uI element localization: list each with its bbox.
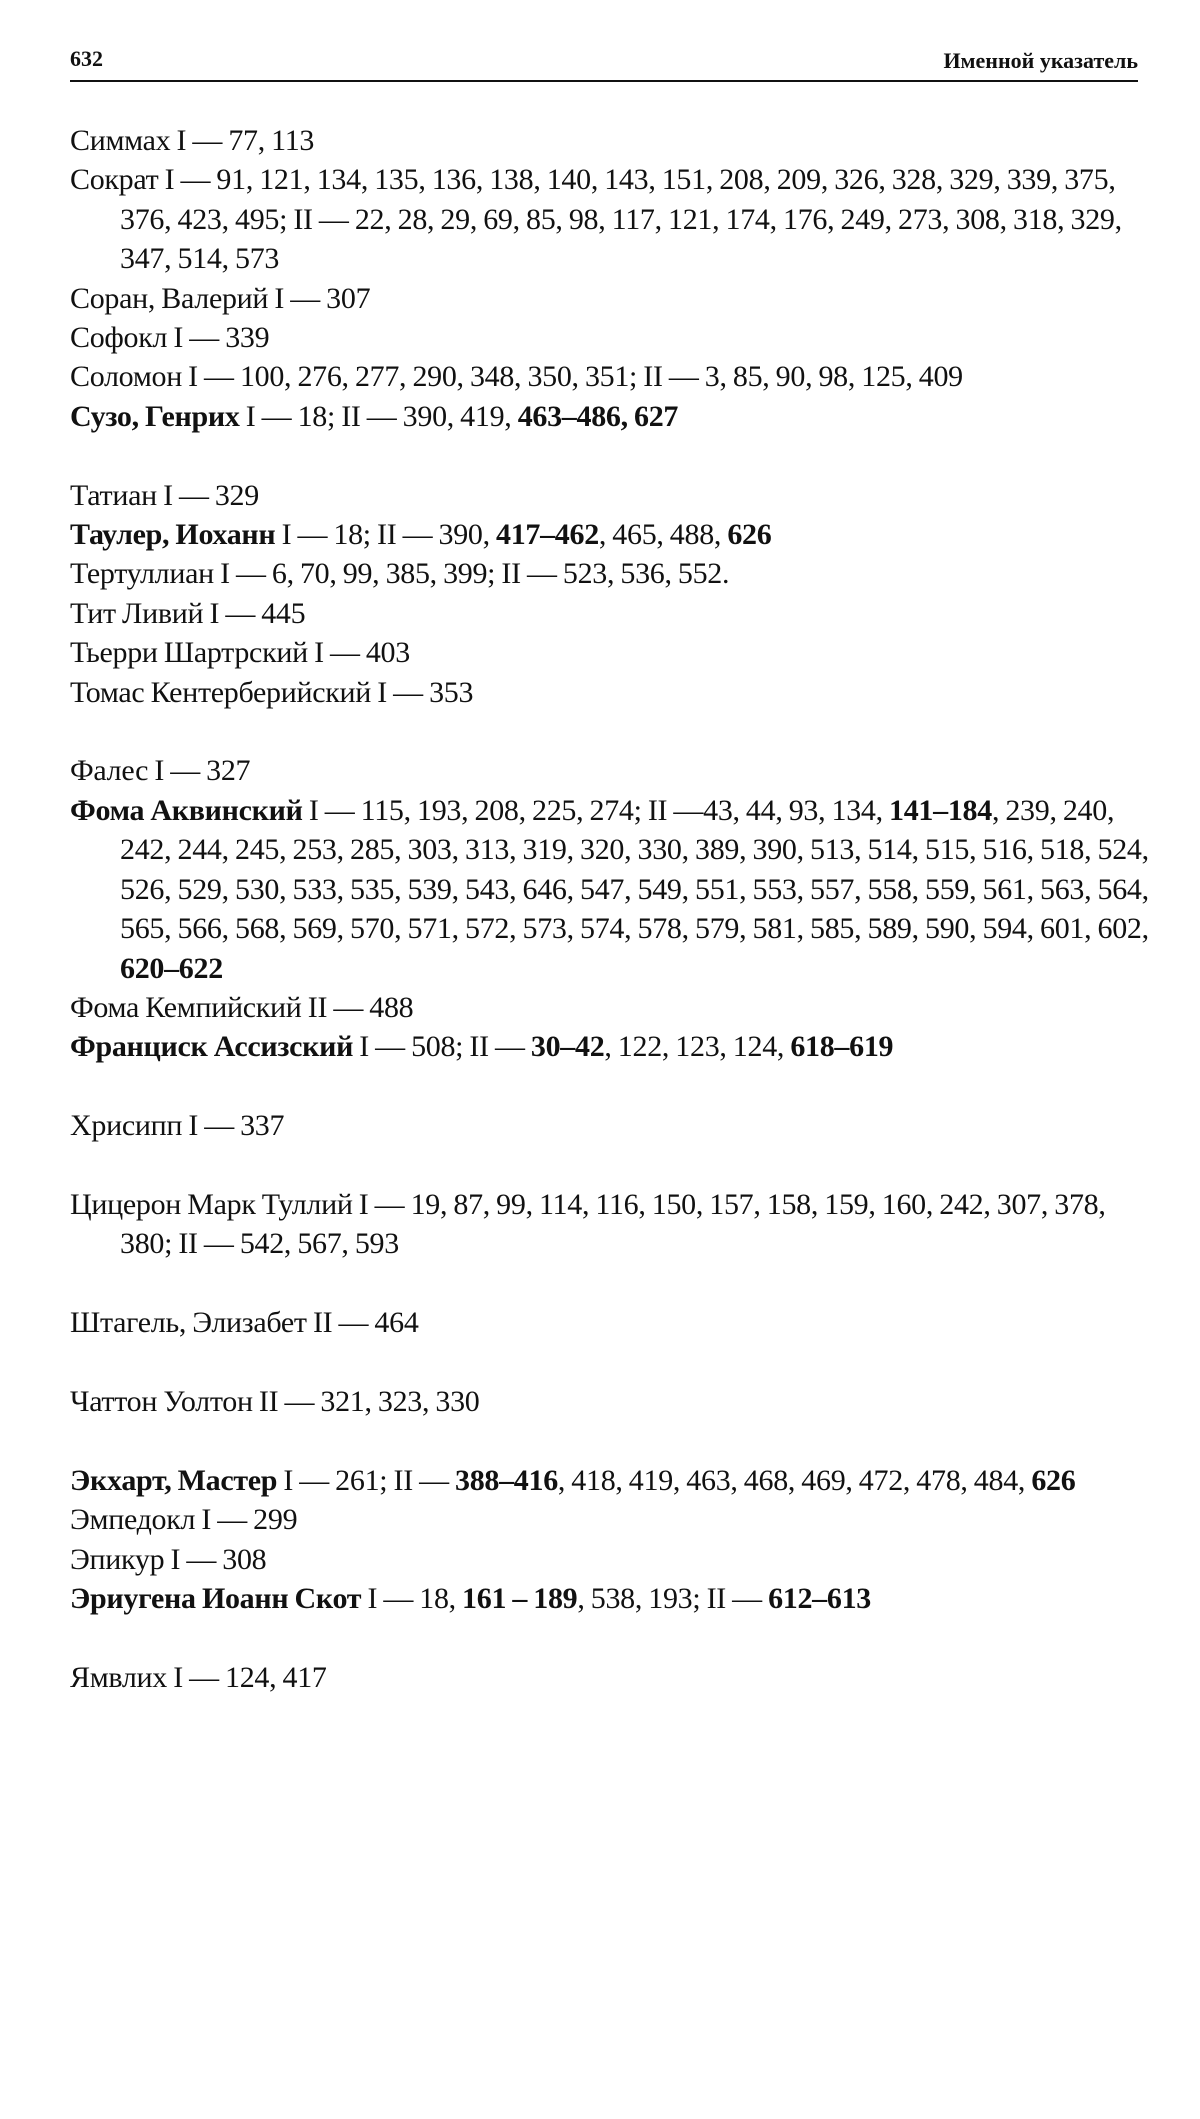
index-entry [70,1303,1150,1342]
entry-refs: I — 327 [154,754,251,788]
entry-refs: I — 445 [209,596,306,630]
entry-refs: I — 19, 87, 99, 114, 116, 150, 157, 158, 159, 160, 242, 307, 378, 380; II — 542, 567, 593 [120,1187,1106,1261]
index-entry [70,988,1150,1027]
index-entry [70,751,1150,790]
entry-name: Цицерон Марк Туллий [70,1187,353,1221]
entry-refs: I — 299 [201,1503,298,1537]
entry-name: Эпикур [70,1542,165,1576]
entry-refs: I — 337 [188,1109,285,1143]
index-entry-main [70,791,1150,988]
entry-main-refs: 30–42 [530,1030,605,1064]
entry-refs: I — 6, 70, 99, 385, 399; II — 523, 536, 552. [220,557,730,591]
entry-name: Фома Аквинский [70,793,303,827]
entry-refs: , 239, 240, 242, 244, 245, 253, 285, 303, 313, 319, 320, 330, 389, 390, 513, 514, 515, 516, 518, 524, 526, 529, 530, 533, 535, 539, 543, 646, 547, 549, 551, 553, 557, 558, 559, 561, 563, 564, 565, 566, 568, 569, 570, 571, 572, 573, 574, 578, 579, 581, 585, 589, 590, 594, 601, 602, [120,793,1149,946]
entry-refs: , 538, 193; II — [577,1581,769,1615]
entry-name: Софокл [70,321,168,355]
entry-name: Симмах [70,124,171,157]
letter-group-gap [70,1067,1150,1106]
entry-name: Сузо, Генрих [70,399,240,433]
header-rule [70,80,1138,82]
entry-name: Эриугена Иоанн Скот [70,1581,362,1615]
entry-name: Соран, Валерий [70,281,269,315]
entry-name: Тит Ливий [70,596,204,630]
index-entry [70,1382,1150,1421]
entry-main-refs: 161 – 189 [462,1581,578,1615]
entry-name: Томас Кентерберийский [70,675,372,709]
entry-refs: I — 18; II — 390, 419, [245,399,518,433]
index-entry [70,1540,1150,1579]
entry-refs: I — 353 [377,675,474,709]
entry-refs: I — 308 [170,1542,267,1576]
name-index [70,121,1150,1697]
index-entry [70,1500,1150,1539]
entry-name: Тьерри Шартрский [70,636,308,670]
entry-refs: I — 18; II — 390, [281,518,496,552]
index-entry [70,594,1150,633]
entry-refs: I — 403 [314,636,410,670]
index-entry [70,357,1150,396]
entry-name: Фалес [70,754,149,788]
entry-main-refs: 618–619 [790,1030,894,1064]
entry-refs: I — 329 [163,478,259,512]
entry-main-refs: 463–486, 627 [517,399,679,433]
entry-name: Хрисипп [70,1109,183,1143]
index-entry [70,318,1150,357]
entry-name: Фома Кемпийский [70,990,302,1024]
index-entry [70,1658,1150,1697]
entry-name: Франциск Ассизский [70,1030,354,1064]
entry-main-refs: 620–622 [120,951,223,985]
entry-refs: I — 91, 121, 134, 135, 136, 138, 140, 143, 151, 208, 209, 326, 328, 329, 339, 375, 376, 423, 495; II — 22, 28, 29, 69, 85, 98, 117, 121, 174, 176, 249, 273, 308, 318, 329, 347, 514, 573 [120,163,1122,276]
letter-group-gap [70,1618,1150,1657]
letter-group-gap [70,1264,1150,1303]
page-header [70,46,1138,86]
index-entry [70,279,1150,318]
entry-main-refs: 141–184 [889,793,992,827]
entry-main-refs: 417–462 [496,518,599,552]
entry-name: Соломон [70,360,182,394]
entry-main-refs: 388–416 [455,1463,558,1497]
index-entry-main [70,1027,1150,1066]
letter-group-gap [70,1343,1150,1382]
entry-name: Таулер, Иоханн [70,518,276,552]
entry-refs: I — 18, [367,1581,463,1615]
page-number: 632 [70,46,103,71]
entry-main-refs: 626 [727,518,772,552]
entry-refs: I — 307 [274,281,371,315]
index-entry [70,1106,1150,1145]
letter-group-gap [70,712,1150,751]
index-entry [70,160,1150,278]
entry-name: Эмпедокл [70,1503,196,1537]
entry-name: Сократ [70,163,159,197]
entry-refs: , 465, 488, [598,518,728,552]
index-entry [70,1185,1150,1264]
index-entry [70,476,1150,515]
entry-refs: , 122, 123, 124, [604,1030,791,1064]
index-entry-main [70,397,1150,436]
entry-main-refs: 612–613 [768,1581,871,1615]
entry-refs: II — 464 [312,1306,419,1340]
entry-refs: I — 261; II — [283,1463,455,1497]
letter-group-gap [70,1146,1150,1185]
entry-refs: II — 321, 323, 330 [258,1384,480,1418]
entry-refs: I — 115, 193, 208, 225, 274; II —43, 44, 93, 134, [308,793,890,827]
index-entry [70,121,1150,160]
entry-refs: I — 508; II — [359,1030,531,1064]
entry-refs: , 418, 419, 463, 468, 469, 472, 478, 484, [557,1463,1032,1497]
index-entry-main [70,1579,1150,1618]
index-entry [70,554,1150,593]
entry-refs: I — 124, 417 [173,1660,327,1694]
index-entry [70,673,1150,712]
entry-name: Татиан [70,478,157,512]
index-entry-main [70,1461,1150,1500]
entry-refs: I — 77, 113 [176,124,315,157]
letter-group-gap [70,1421,1150,1460]
entry-refs: I — 339 [173,321,270,355]
entry-name: Чаттон Уолтон [70,1384,253,1418]
index-entry-main [70,515,1150,554]
entry-name: Ямвлих [70,1660,167,1694]
letter-group-gap [70,436,1150,475]
entry-refs: I — 100, 276, 277, 290, 348, 350, 351; II — 3, 85, 90, 98, 125, 409 [188,360,963,394]
entry-name: Тертуллиан [70,557,214,591]
entry-main-refs: 626 [1031,1463,1076,1497]
entry-name: Экхарт, Мастер [70,1463,278,1497]
entry-refs: II — 488 [307,990,414,1024]
index-entry [70,633,1150,672]
running-head: Именной указатель [943,48,1138,73]
entry-name: Штагель, Элизабет [70,1306,307,1340]
